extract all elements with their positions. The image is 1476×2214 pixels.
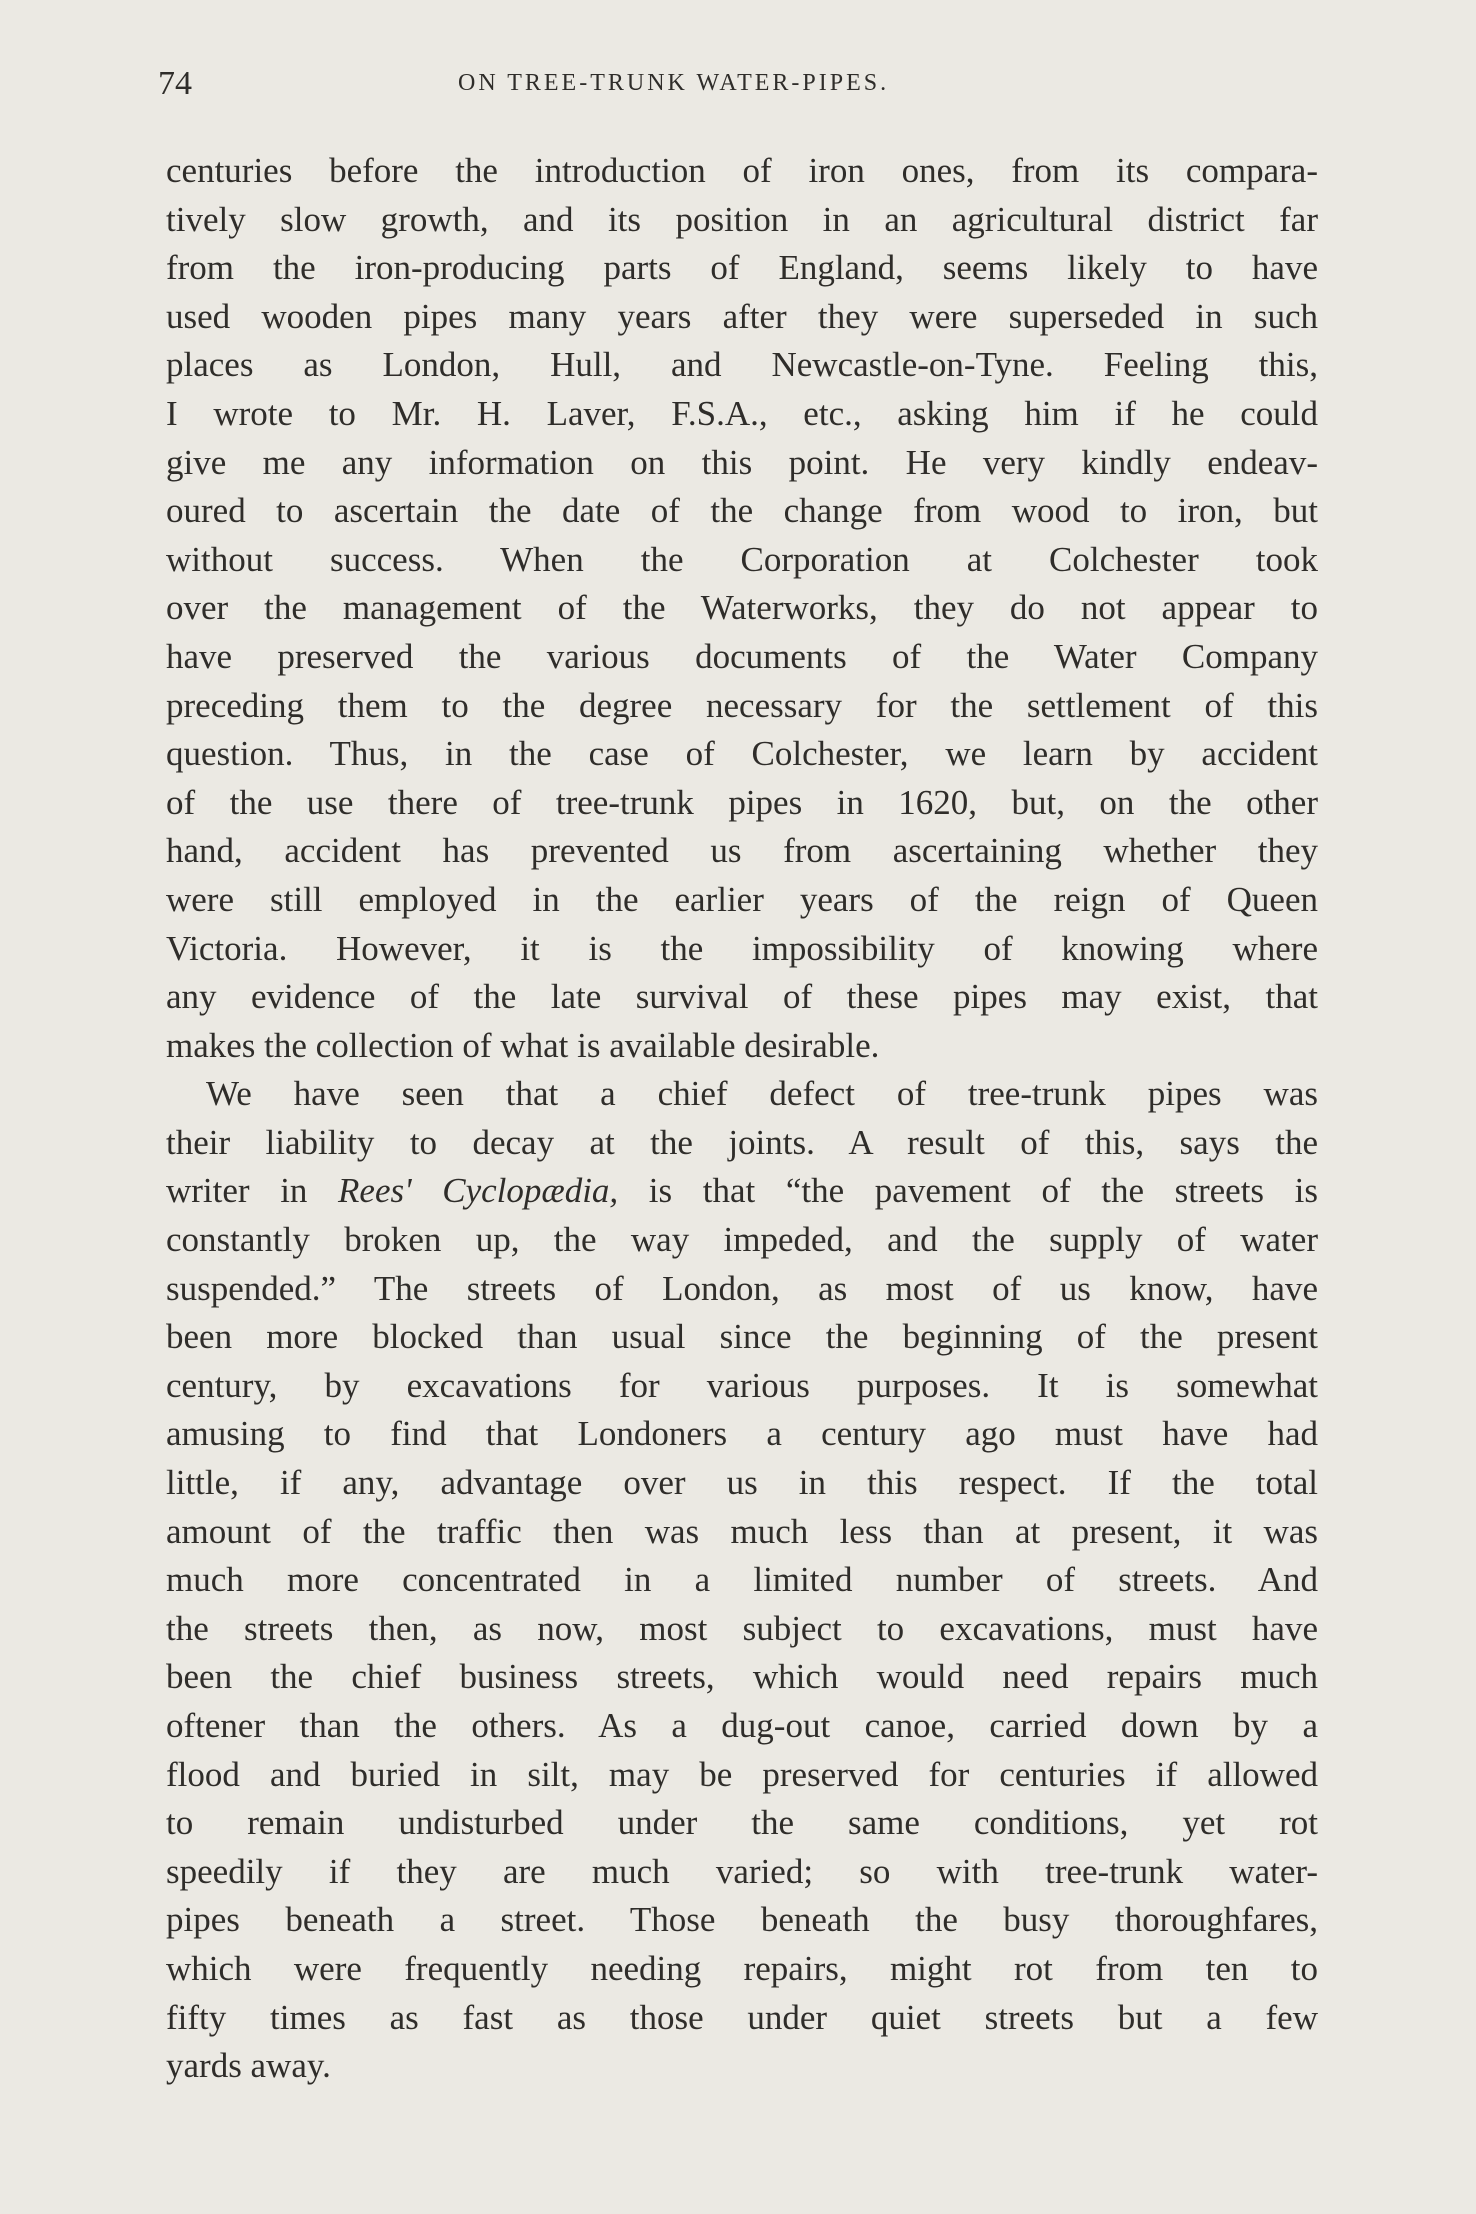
text-line: We have seen that a chief defect of tree-trunk pipes was [206, 1074, 1318, 1114]
text-line: oftener than the others. As a dug-out canoe, carried down by a [166, 1706, 1318, 1745]
text-line: hand, accident has prevented us from ascertaining whether they [166, 831, 1318, 871]
text-line: century, by excavations for various purposes. It is somewhat [166, 1365, 1318, 1405]
text-fragment: writer in [166, 1171, 339, 1211]
text-fragment: is that “the pavement of the streets is [618, 1171, 1318, 1211]
text-line: without success. When the Corporation at Colchester took [166, 539, 1318, 579]
text-line: places as London, Hull, and Newcastle-on-Tyne. Feeling this, [166, 345, 1318, 385]
text-line: Victoria. However, it is the impossibility of knowing where [166, 928, 1318, 968]
running-head: ON TREE-TRUNK WATER-PIPES. [458, 70, 890, 96]
text-line: flood and buried in silt, may be preserved for centuries if allowed [166, 1754, 1318, 1794]
text-line: yards away. [166, 2046, 331, 2086]
text-line: amount of the traffic then was much less than at present, it was [166, 1511, 1318, 1551]
text-line: give me any information on this point. He very kindly endeav- [166, 442, 1318, 482]
text-line: much more concentrated in a limited number of streets. And [166, 1560, 1318, 1600]
text-line: their liability to decay at the joints. A result of this, says the [166, 1122, 1318, 1162]
text-line: been the chief business streets, which would need repairs much [166, 1657, 1318, 1697]
text-line: were still employed in the earlier years of the reign of Queen [166, 879, 1318, 919]
text-line: over the management of the Waterworks, they do not appear to [166, 588, 1318, 628]
text-line: from the iron-producing parts of England, seems likely to have [166, 248, 1318, 288]
text-line: fifty times as fast as those under quiet streets but a few [166, 1997, 1318, 2037]
text-line: preceding them to the degree necessary for the settlement of this [166, 685, 1318, 725]
text-line: to remain undisturbed under the same conditions, yet rot [166, 1803, 1318, 1843]
text-line: I wrote to Mr. H. Laver, F.S.A., etc., asking him if he could [166, 393, 1318, 433]
paragraph-1 [166, 147, 1318, 1070]
body-text [166, 147, 1318, 2091]
text-line: used wooden pipes many years after they were superseded in such [166, 296, 1318, 336]
text-line: centuries before the introduction of iron ones, from its compara- [166, 151, 1318, 190]
text-line: oured to ascertain the date of the change from wood to iron, but [166, 491, 1318, 531]
text-line: speedily if they are much varied; so with tree-trunk water- [166, 1851, 1318, 1891]
text-line: amusing to find that Londoners a century ago must have had [166, 1414, 1318, 1454]
text-line: of the use there of tree-trunk pipes in 1620, but, on the other [166, 782, 1318, 822]
text-line: been more blocked than usual since the beginning of the present [166, 1317, 1318, 1357]
text-line: any evidence of the late survival of these pipes may exist, that [166, 977, 1318, 1017]
text-line: the streets then, as now, most subject to excavations, must have [166, 1608, 1318, 1648]
text-line-with-citation [166, 1167, 1318, 1216]
text-line: constantly broken up, the way impeded, and the supply of water [166, 1220, 1318, 1260]
text-line: which were frequently needing repairs, might rot from ten to [166, 1948, 1318, 1988]
text-line: question. Thus, in the case of Colchester, we learn by accident [166, 734, 1318, 774]
text-line: little, if any, advantage over us in this respect. If the total [166, 1463, 1318, 1503]
page-number: 74 [158, 65, 192, 102]
text-line: makes the collection of what is available desirable. [166, 1025, 880, 1065]
text-line: suspended.” The streets of London, as most of us know, have [166, 1268, 1318, 1308]
text-line: have preserved the various documents of the Water Company [166, 636, 1318, 676]
text-line: tively slow growth, and its position in an agricultural district far [166, 199, 1318, 239]
citation-title: Rees' Cyclopædia, [338, 1171, 619, 1211]
text-line: pipes beneath a street. Those beneath the busy thoroughfares, [166, 1900, 1318, 1940]
paragraph-2 [166, 1070, 1318, 2090]
